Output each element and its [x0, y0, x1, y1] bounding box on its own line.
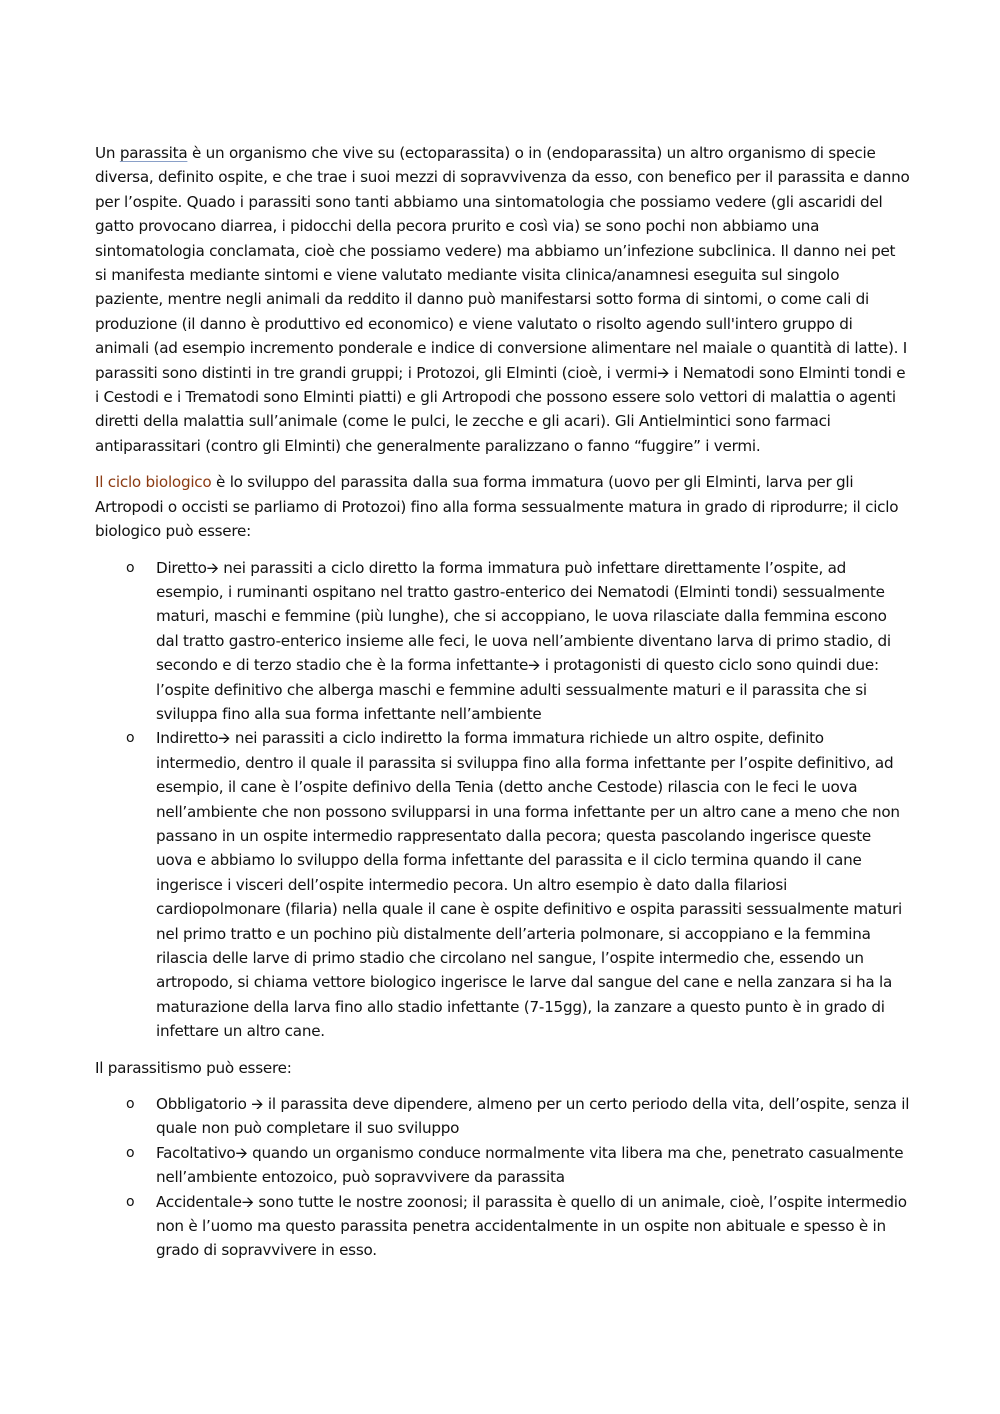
cycle-types-list	[95, 556, 910, 1044]
list-item	[95, 556, 910, 727]
cycle-indirect-text: Indiretto🡪 nei parassiti a ciclo indiretto la forma immatura richiede un altro ospite, definito intermedio, dentro il quale il parassita si sviluppa fino alla forma infettante per l’ospite definitivo, ad esempio, il cane è l’ospite definivo della Tenia (detto anche Cestode) rilascia con le feci le uova nell’ambiente che non possono svilupparsi in una forma infettante per un altro cane a meno che non passano in un ospite intermedio rappresentato dalla pecora; questa pascolando ingerisce queste uova e abbiamo lo sviluppo della forma infettante del parassita e il ciclo termina quando il cane ingerisce i visceri dell’ospite intermedio pecora. Un altro esempio è dato dalla filariosi cardiopolmonare (filaria) nella quale il cane è ospite definitivo e ospita parassiti sessualmente maturi nel primo tratto e un pochino più distalmente dell’arteria polmonare, si accoppiano e la femmina rilascia delle larve di primo stadio che circolano nel sangue, l’ospite intermedio che, essendo un artropodo, si chiama vettore biologico ingerisce le larve dal sangue del cane e nella zanzara si ha la maturazione della larva fino allo stadio infettante (7-15gg), la zanzare a questo punto è in grado di infettare un altro cane.	[156, 729, 902, 1041]
biological-cycle-paragraph	[95, 470, 910, 543]
parasitism-accidental-text: Accidentale🡪 sono tutte le nostre zoonosi; il parassita è quello di un animale, cioè, l’ospite intermedio non è l’uomo ma questo parassita penetra accidentalmente in un ospite non abituale e spesso è in grado di sopravvivere in esso.	[156, 1192, 907, 1260]
document-body	[95, 141, 910, 1275]
biological-cycle-term: Il ciclo biologico	[95, 473, 212, 492]
intro-paragraph	[95, 141, 910, 458]
intro-body-text: è un organismo che vive su (ectoparassita) o in (endoparassita) un altro organismo di specie diversa, definito ospite, e che trae i suoi mezzi di sopravvivenza da esso, con benefico per il parassita e danno per l’ospite. Quado i parassiti sono tanti abbiamo una sintomatologia che possiamo vedere (gli ascaridi del gatto provocano diarrea, i pidocchi della pecora prurito e così via) se sono pochi non abbiamo una sintomatologia conclamata, cioè che possiamo vedere) ma abbiamo un’infezione subclinica. Il danno nei pet si manifesta mediante sintomi e viene valutato mediante visita clinica/anamnesi eseguita sul singolo paziente, mentre negli animali da reddito il danno può manifestarsi sotto forma di sintomi, o come cali di produzione (il danno è produttivo ed economico) e viene valutato o risolto agendo sull'intero gruppo di animali (ad esempio incremento ponderale e indice di conversione alimentare nel maiale o quantità di latte). I parassiti sono distinti in tre grandi gruppi; i Protozoi, gli Elminti (cioè, i vermi🡪 i Nematodi sono Elminti tondi e i Cestodi e i Trematodi sono Elminti piatti) e gli Artropodi che possono essere solo vettori di malattia o agenti diretti della malattia sull’animale (come le pulci, le zecche e gli acari). Gli Antielmintici sono farmaci antiparassitari (contro gli Elminti) che generalmente paralizzano o fanno “fuggire” i vermi.	[95, 144, 910, 455]
list-item	[95, 726, 910, 1043]
bullet-icon: o	[126, 559, 135, 576]
list-item	[95, 1141, 910, 1190]
parasitism-types-list	[95, 1092, 910, 1263]
bullet-icon: o	[126, 730, 135, 747]
biological-cycle-text: è lo sviluppo del parassita dalla sua forma immatura (uovo per gli Elminti, larva per gli Artropodi o occisti se parliamo di Protozoi) fino alla forma sessualmente matura in grado di riprodurre; il ciclo biologico può essere:	[95, 473, 899, 541]
parasitism-facultative-text: Facoltativo🡪 quando un organismo conduce normalmente vita libera ma che, penetrato casualmente nell’ambiente entozoico, può sopravvivere da parassita	[156, 1143, 904, 1187]
bullet-icon: o	[126, 1193, 135, 1210]
bullet-icon: o	[126, 1096, 135, 1113]
intro-lead-text: Un	[95, 144, 120, 162]
cycle-direct-text: Diretto🡪 nei parassiti a ciclo diretto la forma immatura può infettare direttamente l’ospite, ad esempio, i ruminanti ospitano nel tratto gastro-enterico dei Nematodi (Elminti tondi) sessualmente maturi, maschi e femmine (più lunghe), che si accoppiano, le uova rilasciate dalla femmina escono dal tratto gastro-enterico insieme alle feci, le uova nell’ambiente diventano larva di primo stadio, di secondo e di terzo stadio che è la forma infettante🡪 i protagonisti di questo ciclo sono quindi due: l’ospite definitivo che alberga maschi e femmine adulti sessualmente maturi e il parassita che si sviluppa fino alla sua forma infettante nell’ambiente	[156, 558, 891, 723]
list-item	[95, 1092, 910, 1141]
parasitism-obligatory-text: Obbligatorio 🡪 il parassita deve dipendere, almeno per un certo periodo della vita, dell’ospite, senza il quale non può completare il suo sviluppo	[156, 1095, 910, 1138]
parasitism-heading-paragraph: Il parassitismo può essere:	[95, 1058, 292, 1077]
list-item	[95, 1190, 910, 1263]
bullet-icon: o	[126, 1144, 135, 1161]
parassita-term: parassita	[119, 144, 188, 162]
